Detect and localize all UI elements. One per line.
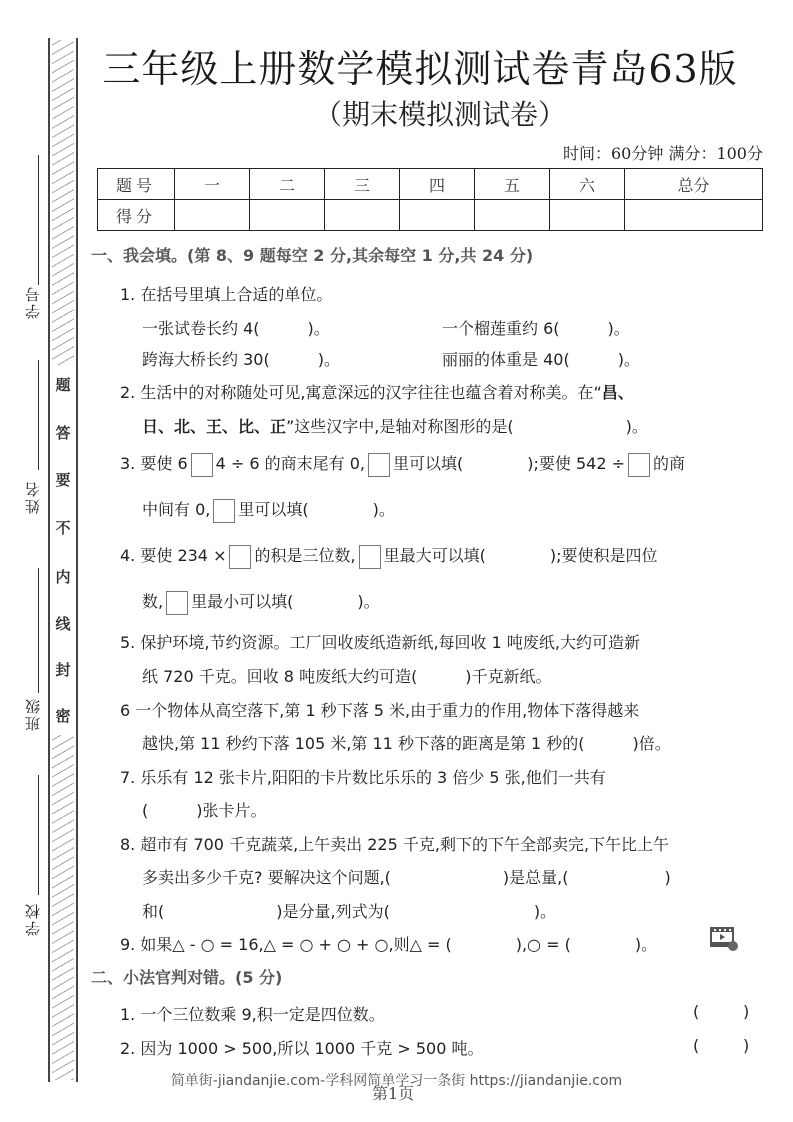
question-1-stem: 1. 在括号里填上合适的单位。 bbox=[120, 285, 333, 304]
question-5-line-1: 5. 保护环境,节约资源。工厂回收废纸造新纸,每回收 1 吨废纸,大约可造新 bbox=[120, 633, 640, 652]
table-header-cell: 题号 bbox=[98, 169, 175, 200]
question-3-text: 的商 bbox=[653, 454, 686, 473]
true-false-answer-2[interactable] bbox=[693, 1036, 749, 1055]
score-cell[interactable] bbox=[474, 200, 549, 231]
question-2-chars: 昌、 bbox=[601, 383, 634, 402]
question-4-line-1 bbox=[120, 543, 657, 569]
true-false-item-2: 2. 因为 1000 > 500,所以 1000 千克 > 500 吨。 bbox=[120, 1039, 484, 1058]
student-id-line[interactable] bbox=[38, 155, 39, 285]
question-3-text: 里可以填( )。 bbox=[238, 500, 395, 519]
question-8-line-3: 和( )是分量,列式为( )。 bbox=[142, 902, 557, 921]
table-header-cell: 三 bbox=[324, 169, 399, 200]
question-7-line-2: ( )张卡片。 bbox=[142, 801, 267, 820]
name-line[interactable] bbox=[38, 360, 39, 470]
score-cell[interactable] bbox=[324, 200, 399, 231]
answer-box[interactable] bbox=[359, 545, 381, 569]
question-4-line-2 bbox=[142, 589, 380, 615]
question-3-line-1 bbox=[120, 451, 685, 477]
question-4-text: 里最大可以填( );要使积是四位 bbox=[383, 546, 658, 565]
question-3-text: 4 ÷ 6 的商末尾有 0, bbox=[215, 454, 366, 473]
seal-char: 线 bbox=[55, 615, 71, 633]
seal-char: 不 bbox=[55, 519, 71, 537]
table-header-cell: 五 bbox=[474, 169, 549, 200]
answer-box[interactable] bbox=[213, 499, 235, 523]
question-9: 9. 如果△ - ○ = 16,△ = ○ + ○ + ○,则△ = ( ),○ = ( )。 bbox=[120, 935, 658, 954]
time-and-score-info: 时间：60分钟 满分：100分 bbox=[563, 144, 763, 163]
question-6-line-2: 越快,第 11 秒约下落 105 米,第 11 秒下落的距离是第 1 秒的( )倍。 bbox=[142, 734, 671, 753]
question-6-line-1: 6 一个物体从高空落下,第 1 秒下落 5 米,由于重力的作用,物体下落得越来 bbox=[120, 701, 640, 720]
answer-paren-open: ( bbox=[693, 1002, 700, 1021]
binding-hatch-bottom bbox=[52, 735, 74, 1080]
binding-border-left bbox=[48, 38, 50, 1082]
question-1a: 一张试卷长约 4( )。 bbox=[142, 319, 330, 338]
question-2-line-1 bbox=[120, 380, 634, 403]
class-line[interactable] bbox=[38, 568, 39, 693]
question-8-line-1: 8. 超市有 700 千克蔬菜,上午卖出 225 千克,剩下的下午全部卖完,下午比上午 bbox=[120, 835, 670, 854]
answer-box[interactable] bbox=[368, 453, 390, 477]
answer-box[interactable] bbox=[191, 453, 213, 477]
question-4-text: 里最小可以填( )。 bbox=[191, 592, 380, 611]
answer-paren-open: ( bbox=[693, 1036, 700, 1055]
table-header-cell: 一 bbox=[175, 169, 250, 200]
seal-char: 封 bbox=[55, 661, 71, 679]
school-label: 学校 bbox=[24, 902, 42, 936]
score-cell[interactable] bbox=[175, 200, 250, 231]
student-id-label: 学号 bbox=[24, 285, 42, 319]
class-label: 班级 bbox=[24, 697, 42, 731]
question-3-text: 里可以填( );要使 542 ÷ bbox=[393, 454, 626, 473]
answer-paren-close: ) bbox=[743, 1036, 750, 1055]
binding-border-right bbox=[76, 38, 78, 1082]
video-lesson-icon[interactable] bbox=[709, 925, 739, 953]
answer-paren-close: ) bbox=[743, 1002, 750, 1021]
watermark: 简单街-jiandanjie.com-学科网简单学习一条街 https://jiandanjie.com bbox=[170, 1073, 623, 1089]
question-1d: 丽丽的体重是 40( )。 bbox=[442, 350, 640, 369]
true-false-answer-1[interactable] bbox=[693, 1002, 749, 1021]
page-subtitle: （期末模拟测试卷） bbox=[313, 98, 566, 131]
question-2-text: 2. 生活中的对称随处可见,寓意深远的汉字往往也蕴含着对称美。在“ bbox=[120, 383, 602, 402]
question-2-line-2 bbox=[142, 414, 648, 437]
question-7-line-1: 7. 乐乐有 12 张卡片,阳阳的卡片数比乐乐的 3 倍少 5 张,他们一共有 bbox=[120, 768, 606, 787]
question-4-text: 数, bbox=[142, 592, 164, 611]
question-4-text: 4. 要使 234 × bbox=[120, 546, 227, 565]
score-table-header-row bbox=[98, 169, 763, 200]
answer-box[interactable] bbox=[628, 453, 650, 477]
table-header-cell: 总分 bbox=[624, 169, 762, 200]
seal-char: 答 bbox=[55, 424, 71, 442]
score-table bbox=[97, 168, 763, 231]
table-header-cell: 六 bbox=[549, 169, 624, 200]
section-1-heading: 一、我会填。(第 8、9 题每空 2 分,其余每空 1 分,共 24 分) bbox=[91, 246, 534, 265]
seal-char: 内 bbox=[55, 568, 71, 586]
score-cell[interactable] bbox=[549, 200, 624, 231]
school-line[interactable] bbox=[38, 775, 39, 895]
score-cell[interactable] bbox=[624, 200, 762, 231]
name-label: 姓名 bbox=[24, 480, 42, 514]
section-2-heading: 二、小法官判对错。(5 分) bbox=[91, 968, 283, 987]
score-cell[interactable] bbox=[399, 200, 474, 231]
question-3-text: 3. 要使 6 bbox=[120, 454, 188, 473]
question-8-line-2: 多卖出多少千克? 要解决这个问题,( )是总量,( ) bbox=[142, 868, 671, 887]
page-number: 第1页 bbox=[372, 1084, 415, 1103]
question-2-chars: 日、北、王、比、正 bbox=[142, 417, 287, 436]
true-false-item-1: 1. 一个三位数乘 9,积一定是四位数。 bbox=[120, 1005, 385, 1024]
table-header-cell: 四 bbox=[399, 169, 474, 200]
question-1b: 一个榴莲重约 6( )。 bbox=[442, 319, 630, 338]
question-4-text: 的积是三位数, bbox=[254, 546, 356, 565]
table-row-header: 得分 bbox=[98, 200, 175, 231]
question-2-text: ”这些汉字中,是轴对称图形的是( )。 bbox=[286, 417, 648, 436]
seal-char: 要 bbox=[55, 471, 71, 489]
seal-char: 密 bbox=[55, 707, 71, 725]
answer-box[interactable] bbox=[229, 545, 251, 569]
table-header-cell: 二 bbox=[249, 169, 324, 200]
page-title: 三年级上册数学模拟测试卷青岛63版 bbox=[102, 47, 738, 91]
question-3-text: 中间有 0, bbox=[142, 500, 211, 519]
answer-box[interactable] bbox=[166, 591, 188, 615]
score-table-score-row bbox=[98, 200, 763, 231]
question-1c: 跨海大桥长约 30( )。 bbox=[142, 350, 340, 369]
question-3-line-2 bbox=[142, 497, 395, 523]
question-5-line-2: 纸 720 千克。回收 8 吨废纸大约可造( )千克新纸。 bbox=[142, 667, 552, 686]
seal-char: 题 bbox=[55, 376, 71, 394]
score-cell[interactable] bbox=[249, 200, 324, 231]
